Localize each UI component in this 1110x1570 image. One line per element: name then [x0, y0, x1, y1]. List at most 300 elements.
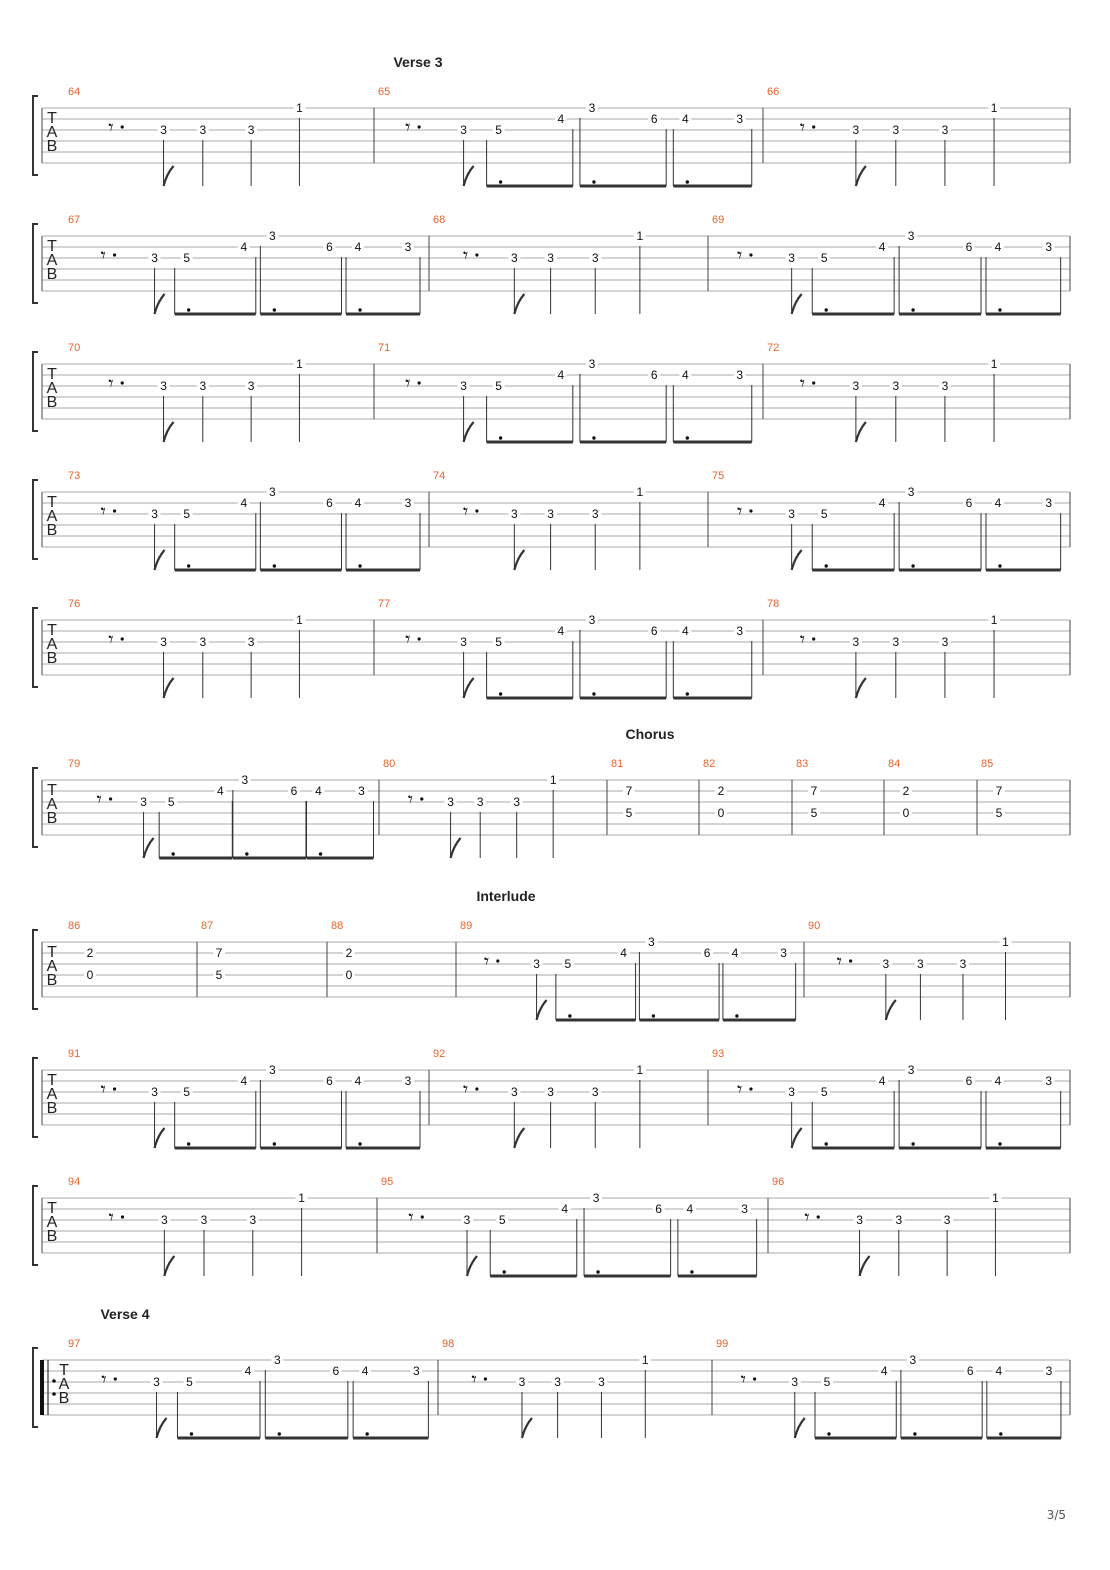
eighth-rest: 𝄾 [100, 243, 106, 267]
note-dot [503, 1270, 506, 1273]
tab-clef-letter: B [46, 394, 58, 411]
measure [611, 758, 635, 820]
rest-dot [749, 509, 752, 512]
rest-dot [817, 1215, 820, 1218]
note-dot [686, 180, 689, 183]
fret-number: 3 [588, 613, 596, 627]
measure [767, 86, 1000, 186]
note-dot [686, 436, 689, 439]
eighth-rest: 𝄾 [108, 115, 114, 139]
tab-clef-letter: B [46, 138, 58, 155]
fret-number: 3 [1045, 1074, 1053, 1088]
eighth-rest: 𝄾 [736, 1077, 743, 1101]
fret-number: 3 [907, 485, 915, 499]
fret-number: 5 [183, 251, 191, 265]
note-flag [464, 166, 474, 186]
eighth-rest: 𝄾 [804, 1205, 810, 1229]
fret-number: 3 [1045, 1364, 1053, 1378]
measure-number: 98 [442, 1338, 455, 1350]
fret-number: 5 [495, 379, 502, 393]
eighth-rest: 𝄾 [736, 499, 743, 523]
tab-clef-letter: A [46, 636, 58, 653]
fret-number: 0 [345, 968, 353, 982]
measure [888, 758, 912, 820]
tab-clef-letter: B [46, 522, 58, 539]
rest-dot [749, 253, 752, 256]
measure-number: 75 [712, 470, 725, 482]
tab-system [33, 342, 1070, 442]
fret-number: 5 [186, 1375, 193, 1389]
fret-number: 5 [183, 1085, 191, 1099]
fret-number: 4 [557, 368, 565, 382]
fret-number: 3 [588, 101, 596, 115]
fret-number: 4 [878, 496, 886, 510]
rest-dot [121, 637, 124, 640]
note-flag [164, 678, 174, 698]
section-label: Verse 3 [393, 54, 443, 70]
measure [703, 758, 727, 820]
fret-number: 3 [273, 1353, 281, 1367]
tab-clef-letter: B [46, 1228, 58, 1245]
measure [68, 1338, 428, 1438]
fret-number: 3 [247, 123, 255, 137]
fret-number: 4 [354, 240, 362, 254]
tab-system [33, 888, 1070, 1020]
measure-number: 74 [433, 470, 446, 482]
note-flag [886, 1000, 896, 1020]
fret-number: 5 [498, 1213, 506, 1227]
measure-number: 94 [68, 1176, 81, 1188]
fret-number: 3 [941, 635, 949, 649]
fret-number: 4 [557, 112, 565, 126]
measure-number: 99 [716, 1338, 729, 1350]
section-label: Chorus [625, 726, 675, 742]
fret-number: 1 [296, 357, 303, 371]
tab-clef-letter: B [46, 810, 58, 827]
fret-number: 6 [655, 1202, 662, 1216]
measure [796, 758, 820, 820]
note-dot [190, 1432, 193, 1435]
fret-number: 3 [741, 1202, 748, 1216]
measure-number: 71 [378, 342, 391, 354]
system-bracket [33, 608, 38, 687]
note-dot [652, 1014, 655, 1017]
fret-number: 3 [941, 379, 949, 393]
fret-number: 1 [549, 773, 557, 787]
fret-number: 3 [160, 123, 167, 137]
measure [712, 470, 1061, 570]
fret-number: 3 [907, 229, 915, 243]
eighth-rest: 𝄾 [740, 1367, 746, 1391]
note-dot [278, 1432, 281, 1435]
eighth-rest: 𝄾 [405, 115, 411, 139]
rest-dot [849, 959, 852, 962]
fret-number: 3 [788, 1085, 795, 1099]
fret-number: 3 [510, 1085, 518, 1099]
fret-number: 6 [650, 624, 658, 638]
fret-number: 3 [140, 795, 147, 809]
eighth-rest: 𝄾 [799, 627, 806, 651]
rest-dot [749, 1087, 752, 1090]
measure-number: 87 [201, 920, 214, 932]
fret-number: 3 [269, 229, 276, 243]
fret-number: 6 [965, 240, 973, 254]
measure-number: 69 [712, 214, 725, 226]
note-dot [592, 692, 595, 695]
note-dot [998, 1142, 1001, 1145]
measure-number: 78 [767, 598, 780, 610]
rest-dot [121, 125, 124, 128]
fret-number: 4 [878, 240, 886, 254]
note-flag [164, 166, 174, 186]
tab-clef-letter: A [46, 1086, 58, 1103]
note-flag [537, 1000, 547, 1020]
measure [68, 1176, 308, 1276]
measure-number: 80 [383, 758, 396, 770]
note-dot [911, 564, 914, 567]
tab-clef-letter: B [46, 650, 58, 667]
note-flag [451, 838, 461, 858]
measure [68, 470, 420, 570]
note-flag [514, 1128, 524, 1148]
fret-number: 3 [460, 635, 467, 649]
fret-number: 3 [404, 496, 412, 510]
rest-dot [475, 1087, 478, 1090]
fret-number: 3 [404, 1074, 412, 1088]
measure-number: 86 [68, 920, 81, 932]
note-flag [795, 1418, 805, 1438]
rest-dot [421, 1215, 424, 1218]
fret-number: 3 [513, 795, 521, 809]
fret-number: 3 [533, 957, 540, 971]
note-dot [735, 1014, 738, 1017]
tab-clef-letter: A [46, 796, 58, 813]
fret-number: 3 [151, 507, 158, 521]
fret-number: 5 [820, 507, 828, 521]
fret-number: 4 [557, 624, 565, 638]
fret-number: 3 [269, 485, 276, 499]
fret-number: 3 [241, 773, 249, 787]
note-dot [499, 692, 502, 695]
rest-dot [496, 959, 499, 962]
fret-number: 1 [992, 1191, 999, 1205]
eighth-rest: 𝄾 [100, 1077, 106, 1101]
tab-clef-letter: T [47, 1200, 57, 1217]
measure [460, 920, 796, 1020]
fret-number: 3 [199, 379, 207, 393]
measure [981, 758, 1005, 820]
eighth-rest: 𝄾 [96, 787, 102, 811]
note-flag [157, 1418, 167, 1438]
measure [772, 1176, 1001, 1276]
section-label: Verse 4 [100, 1306, 150, 1322]
tab-clef-letter: A [58, 1376, 70, 1393]
measure [68, 86, 305, 186]
note-dot [911, 308, 914, 311]
fret-number: 3 [151, 251, 158, 265]
eighth-rest: 𝄾 [836, 949, 842, 973]
measure [68, 758, 374, 858]
measure-number: 90 [808, 920, 821, 932]
eighth-rest: 𝄾 [407, 787, 414, 811]
measure-number: 72 [767, 342, 780, 354]
measure [712, 214, 1061, 314]
fret-number: 3 [780, 946, 787, 960]
eighth-rest: 𝄾 [108, 1205, 114, 1229]
note-dot [827, 1432, 830, 1435]
fret-number: 3 [791, 1375, 799, 1389]
note-flag [467, 1256, 477, 1276]
fret-number: 4 [561, 1202, 569, 1216]
tab-clef-letter: T [47, 944, 57, 961]
fret-number: 3 [788, 251, 795, 265]
system-bracket [33, 1186, 38, 1265]
measure [767, 598, 1000, 698]
note-dot [187, 308, 190, 311]
note-flag [792, 550, 802, 570]
fret-number: 3 [592, 1191, 600, 1205]
measure-number: 88 [331, 920, 344, 932]
fret-number: 5 [625, 806, 633, 820]
tab-clef-letter: T [47, 366, 57, 383]
fret-number: 3 [510, 507, 518, 521]
rest-dot [113, 1087, 116, 1090]
tab-clef-letter: T [47, 622, 57, 639]
fret-number: 5 [495, 123, 502, 137]
eighth-rest: 𝄾 [108, 371, 114, 395]
fret-number: 3 [160, 379, 167, 393]
fret-number: 4 [244, 1364, 252, 1378]
fret-number: 3 [941, 123, 949, 137]
fret-number: 1 [296, 613, 303, 627]
fret-number: 5 [810, 806, 818, 820]
fret-number: 4 [240, 240, 248, 254]
tab-clef-letter: T [59, 1362, 69, 1379]
fret-number: 4 [681, 624, 689, 638]
fret-number: 3 [852, 123, 860, 137]
fret-number: 3 [892, 635, 900, 649]
eighth-rest: 𝄾 [405, 371, 411, 395]
measure [433, 1048, 646, 1148]
fret-number: 3 [882, 957, 890, 971]
fret-number: 3 [554, 1375, 561, 1389]
fret-number: 3 [736, 624, 744, 638]
fret-number: 7 [810, 784, 818, 798]
fret-number: 3 [909, 1353, 917, 1367]
tab-system [33, 726, 1070, 858]
fret-number: 2 [345, 946, 353, 960]
note-dot [499, 180, 502, 183]
tab-clef-letter: A [46, 508, 58, 525]
note-dot [187, 564, 190, 567]
note-dot [592, 436, 595, 439]
rest-dot [121, 1215, 124, 1218]
fret-number: 4 [681, 368, 689, 382]
tab-clef-letter: T [47, 782, 57, 799]
measure-number: 81 [611, 758, 624, 770]
fret-number: 3 [907, 1063, 915, 1077]
fret-number: 3 [917, 957, 924, 971]
tab-system [33, 1176, 1070, 1276]
measure [433, 470, 646, 570]
tab-system [33, 470, 1070, 570]
fret-number: 6 [326, 496, 333, 510]
eighth-rest: 𝄾 [799, 115, 806, 139]
measure [383, 758, 559, 858]
fret-number: 4 [354, 1074, 362, 1088]
fret-number: 1 [990, 613, 998, 627]
rest-dot [121, 381, 124, 384]
tab-system [33, 1048, 1070, 1148]
tab-system [33, 1306, 1070, 1438]
measure [378, 598, 752, 698]
fret-number: 3 [151, 1085, 158, 1099]
fret-number: 3 [547, 1085, 554, 1099]
measure [378, 86, 752, 186]
fret-number: 5 [995, 806, 1003, 820]
rest-dot [113, 509, 116, 512]
rest-dot [418, 125, 421, 128]
rest-dot [418, 637, 421, 640]
fret-number: 3 [591, 507, 599, 521]
measure-number: 96 [772, 1176, 785, 1188]
fret-number: 0 [717, 806, 725, 820]
tab-clef-letter: A [46, 958, 58, 975]
note-flag [144, 838, 154, 858]
tab-clef-letter: B [46, 972, 58, 989]
fret-number: 4 [878, 1074, 886, 1088]
note-flag [464, 678, 474, 698]
fret-number: 6 [650, 368, 658, 382]
note-dot [596, 1270, 599, 1273]
fret-number: 3 [358, 784, 365, 798]
repeat-dot [52, 1392, 56, 1396]
fret-number: 3 [1045, 496, 1053, 510]
measure [68, 598, 305, 698]
measure-number: 73 [68, 470, 81, 482]
measure-number: 97 [68, 1338, 81, 1350]
fret-number: 3 [598, 1375, 605, 1389]
fret-number: 3 [856, 1213, 863, 1227]
fret-number: 1 [298, 1191, 305, 1205]
fret-number: 1 [1002, 935, 1009, 949]
note-dot [998, 564, 1001, 567]
note-dot [568, 1014, 571, 1017]
note-flag [856, 678, 866, 698]
tab-system [33, 54, 1070, 186]
measure-number: 70 [68, 342, 81, 354]
note-dot [499, 436, 502, 439]
measure-number: 64 [68, 86, 81, 98]
fret-number: 1 [636, 229, 644, 243]
note-dot [825, 308, 828, 311]
measure [712, 1048, 1061, 1148]
fret-number: 4 [681, 112, 689, 126]
rest-dot [109, 797, 112, 800]
measure [68, 920, 96, 982]
note-flag [792, 1128, 802, 1148]
eighth-rest: 𝄾 [462, 1077, 469, 1101]
measure [378, 342, 752, 442]
rest-dot [475, 253, 478, 256]
note-dot [686, 692, 689, 695]
note-dot [825, 564, 828, 567]
fret-number: 3 [249, 1213, 257, 1227]
fret-number: 4 [315, 784, 322, 798]
measure [767, 342, 1000, 442]
fret-number: 3 [788, 507, 795, 521]
tab-clef-letter: A [46, 252, 58, 269]
eighth-rest: 𝄾 [736, 243, 743, 267]
fret-number: 3 [247, 635, 255, 649]
note-flag [856, 166, 866, 186]
system-bracket [33, 224, 38, 303]
fret-number: 3 [736, 112, 744, 126]
measure-number: 76 [68, 598, 81, 610]
fret-number: 2 [902, 784, 910, 798]
measure [442, 1338, 651, 1438]
note-flag [514, 550, 524, 570]
fret-number: 1 [641, 1353, 649, 1367]
fret-number: 4 [994, 496, 1002, 510]
tab-clef-letter: B [46, 266, 58, 283]
fret-number: 5 [564, 957, 572, 971]
fret-number: 4 [620, 946, 627, 960]
measure-number: 93 [712, 1048, 725, 1060]
eighth-rest: 𝄾 [405, 627, 411, 651]
note-flag [464, 422, 474, 442]
note-flag [155, 550, 165, 570]
fret-number: 3 [269, 1063, 276, 1077]
fret-number: 7 [995, 784, 1003, 798]
measure-number: 85 [981, 758, 994, 770]
fret-number: 1 [296, 101, 303, 115]
fret-number: 4 [731, 946, 739, 960]
fret-number: 3 [199, 123, 207, 137]
system-bracket [33, 480, 38, 559]
system-bracket [33, 96, 38, 175]
system-bracket [33, 1348, 38, 1427]
note-dot [690, 1270, 693, 1273]
rest-dot [475, 509, 478, 512]
rest-dot [420, 797, 423, 800]
fret-number: 3 [591, 1085, 599, 1099]
note-flag [860, 1256, 870, 1276]
note-flag [522, 1418, 532, 1438]
fret-number: 3 [413, 1364, 420, 1378]
fret-number: 3 [200, 1213, 208, 1227]
fret-number: 1 [990, 357, 998, 371]
measure-number: 89 [460, 920, 473, 932]
measure-number: 77 [378, 598, 391, 610]
fret-number: 3 [547, 251, 554, 265]
tab-clef-letter: A [46, 380, 58, 397]
system-bracket [33, 930, 38, 1009]
fret-number: 6 [290, 784, 298, 798]
eighth-rest: 𝄾 [483, 949, 490, 973]
fret-number: 3 [959, 957, 967, 971]
note-dot [358, 564, 361, 567]
fret-number: 5 [495, 635, 502, 649]
fret-number: 6 [650, 112, 658, 126]
note-dot [187, 1142, 190, 1145]
fret-number: 2 [86, 946, 94, 960]
note-dot [273, 564, 276, 567]
note-dot [273, 1142, 276, 1145]
measure-number: 95 [381, 1176, 394, 1188]
fret-number: 6 [966, 1364, 974, 1378]
fret-number: 4 [240, 1074, 248, 1088]
